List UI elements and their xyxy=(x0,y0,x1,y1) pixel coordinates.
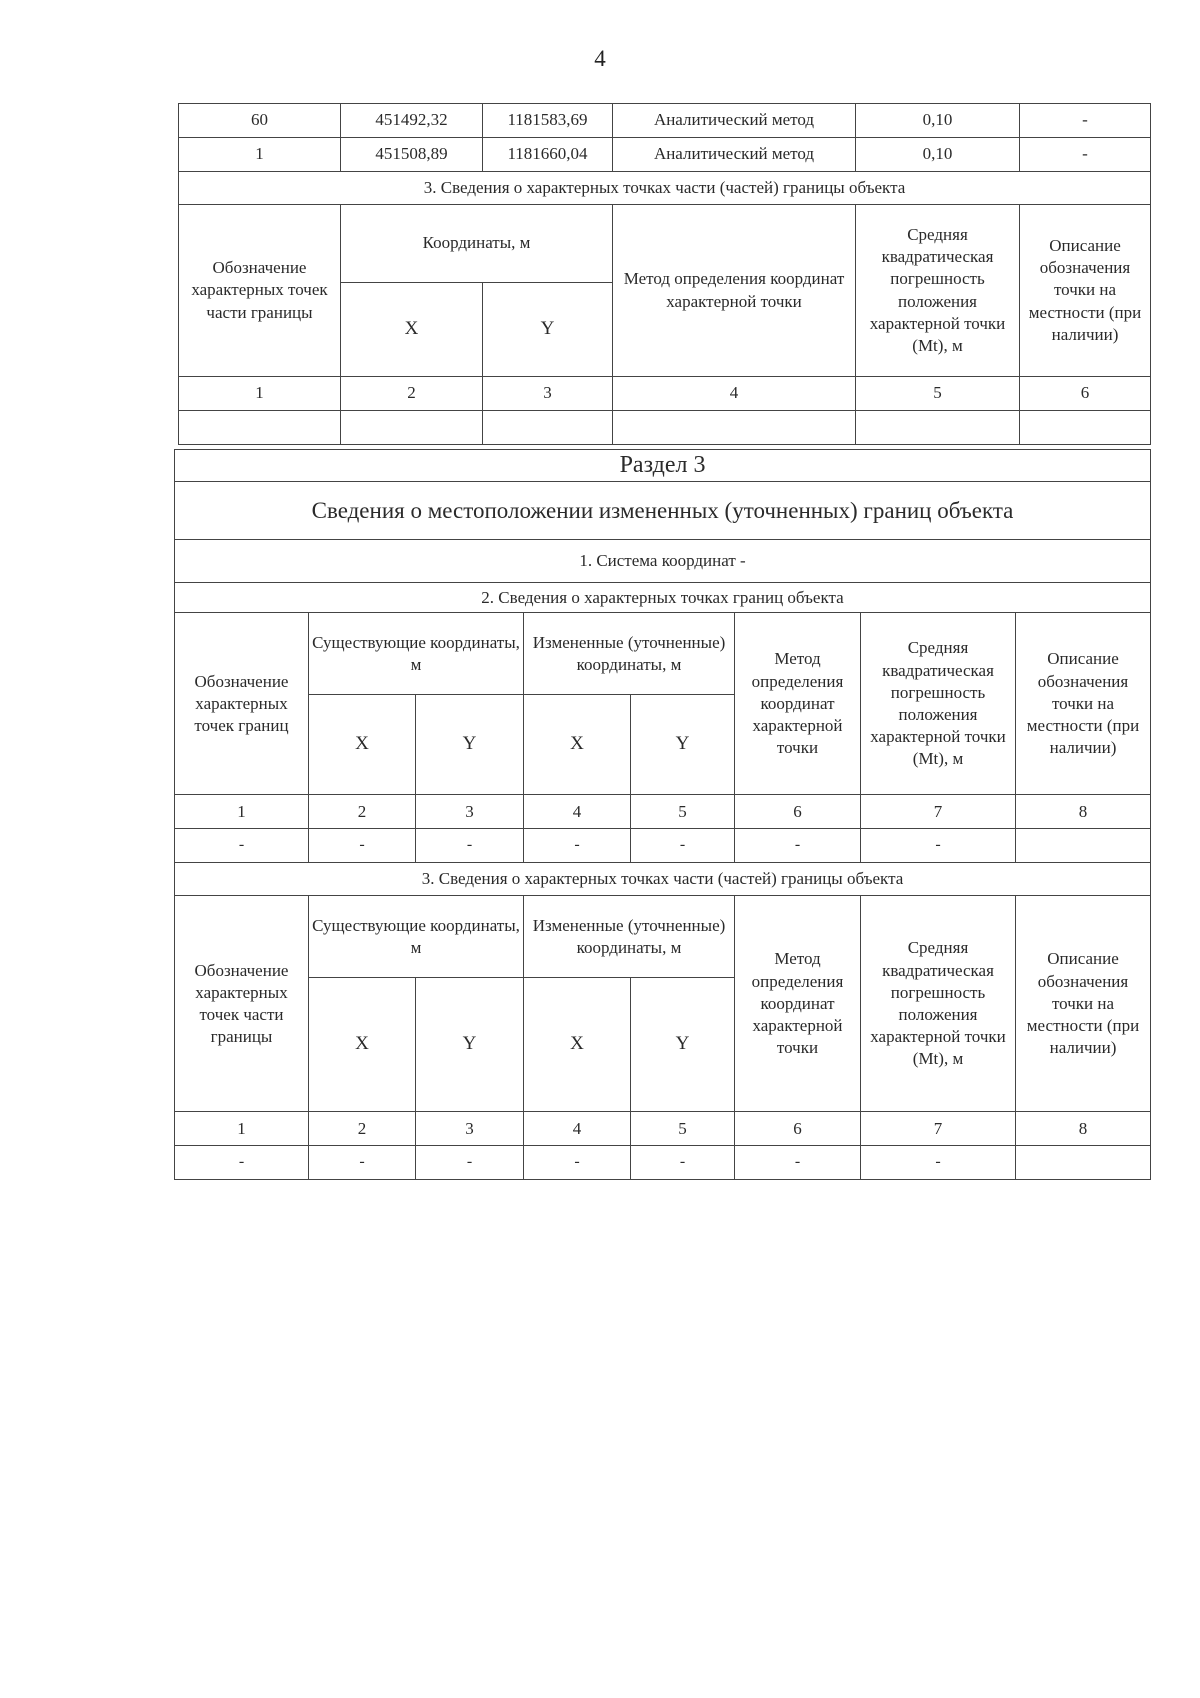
column-number: 6 xyxy=(735,1112,861,1146)
header-changed: Измененные (уточненные) координаты, м xyxy=(524,613,735,695)
header-point: Обозначение характерных точек части границы xyxy=(179,205,341,377)
column-number: 7 xyxy=(861,1112,1016,1146)
column-number: 3 xyxy=(483,377,613,411)
table-row xyxy=(179,411,1151,445)
method-cell: Аналитический метод xyxy=(613,104,856,138)
column-number: 2 xyxy=(309,795,416,829)
header-x: X xyxy=(309,978,416,1112)
mt-cell: 0,10 xyxy=(856,104,1020,138)
desc-cell: - xyxy=(1020,138,1151,172)
y-cell: 1181583,69 xyxy=(483,104,613,138)
column-number: 8 xyxy=(1016,1112,1151,1146)
header-y: Y xyxy=(416,978,524,1112)
section-heading: 3. Сведения о характерных точках части (частей) границы объекта xyxy=(179,172,1151,205)
column-number: 3 xyxy=(416,795,524,829)
dash-cell: - xyxy=(735,829,861,863)
column-number: 7 xyxy=(861,795,1016,829)
header-y: Y xyxy=(483,283,613,377)
dash-cell: - xyxy=(175,829,309,863)
table-row xyxy=(179,138,1151,172)
header-desc: Описание обозначения точки на местности (при наличии) xyxy=(1020,205,1151,377)
header-point: Обозначение характерных точек границ xyxy=(175,613,309,795)
dash-cell: - xyxy=(175,1146,309,1180)
dash-cell: - xyxy=(735,1146,861,1180)
page-number: 4 xyxy=(594,46,606,71)
parts-heading: 3. Сведения о характерных точках части (частей) границы объекта xyxy=(175,863,1151,896)
header-desc: Описание обозначения точки на местности (при наличии) xyxy=(1016,896,1151,1112)
column-number: 1 xyxy=(175,1112,309,1146)
dash-cell: - xyxy=(861,1146,1016,1180)
header-x: X xyxy=(309,695,416,795)
header-y: Y xyxy=(631,695,735,795)
header-x: X xyxy=(341,283,483,377)
column-number: 1 xyxy=(179,377,341,411)
coord-system: 1. Система координат - xyxy=(175,540,1151,583)
point-cell: 60 xyxy=(179,104,341,138)
header-mt: Средняя квадратическая погрешность положения характерной точки (Mt), м xyxy=(856,205,1020,377)
dash-cell: - xyxy=(416,829,524,863)
header-x: X xyxy=(524,978,631,1112)
table-row xyxy=(179,377,1151,411)
column-number: 6 xyxy=(1020,377,1151,411)
x-cell: 451508,89 xyxy=(341,138,483,172)
column-number: 1 xyxy=(175,795,309,829)
point-cell: 1 xyxy=(179,138,341,172)
header-point: Обозначение характерных точек части границы xyxy=(175,896,309,1112)
column-number: 4 xyxy=(613,377,856,411)
table-row xyxy=(175,1112,1151,1146)
header-method: Метод определения координат характерной точки xyxy=(613,205,856,377)
column-number: 2 xyxy=(309,1112,416,1146)
mt-cell: 0,10 xyxy=(856,138,1020,172)
column-number: 8 xyxy=(1016,795,1151,829)
dash-cell: - xyxy=(631,1146,735,1180)
column-number: 2 xyxy=(341,377,483,411)
x-cell: 451492,32 xyxy=(341,104,483,138)
dash-cell: - xyxy=(524,1146,631,1180)
table-section3 xyxy=(174,449,1151,1180)
dash-cell: - xyxy=(309,829,416,863)
section-subtitle: Сведения о местоположении измененных (уточненных) границ объекта xyxy=(175,482,1151,540)
column-number: 5 xyxy=(856,377,1020,411)
table-section2 xyxy=(178,103,1151,445)
header-method: Метод определения координат характерной точки xyxy=(735,613,861,795)
column-number: 4 xyxy=(524,795,631,829)
header-desc: Описание обозначения точки на местности (при наличии) xyxy=(1016,613,1151,795)
table-row xyxy=(175,829,1151,863)
header-x: X xyxy=(524,695,631,795)
dash-cell: - xyxy=(524,829,631,863)
dash-cell: - xyxy=(861,829,1016,863)
dash-cell: - xyxy=(631,829,735,863)
table-row xyxy=(175,795,1151,829)
dash-cell: - xyxy=(309,1146,416,1180)
header-existing: Существующие координаты, м xyxy=(309,896,524,978)
column-number: 4 xyxy=(524,1112,631,1146)
y-cell: 1181660,04 xyxy=(483,138,613,172)
section-title: Раздел 3 xyxy=(175,450,1151,482)
header-mt: Средняя квадратическая погрешность положения характерной точки (Mt), м xyxy=(861,896,1016,1112)
header-coords: Координаты, м xyxy=(341,205,613,283)
header-y: Y xyxy=(416,695,524,795)
desc-cell: - xyxy=(1020,104,1151,138)
dash-cell: - xyxy=(416,1146,524,1180)
table-row xyxy=(175,1146,1151,1180)
method-cell: Аналитический метод xyxy=(613,138,856,172)
column-number: 6 xyxy=(735,795,861,829)
header-method: Метод определения координат характерной точки xyxy=(735,896,861,1112)
column-number: 3 xyxy=(416,1112,524,1146)
header-existing: Существующие координаты, м xyxy=(309,613,524,695)
points-heading: 2. Сведения о характерных точках границ объекта xyxy=(175,583,1151,613)
column-number: 5 xyxy=(631,795,735,829)
table-row xyxy=(179,104,1151,138)
header-y: Y xyxy=(631,978,735,1112)
column-number: 5 xyxy=(631,1112,735,1146)
header-mt: Средняя квадратическая погрешность положения характерной точки (Mt), м xyxy=(861,613,1016,795)
header-changed: Измененные (уточненные) координаты, м xyxy=(524,896,735,978)
